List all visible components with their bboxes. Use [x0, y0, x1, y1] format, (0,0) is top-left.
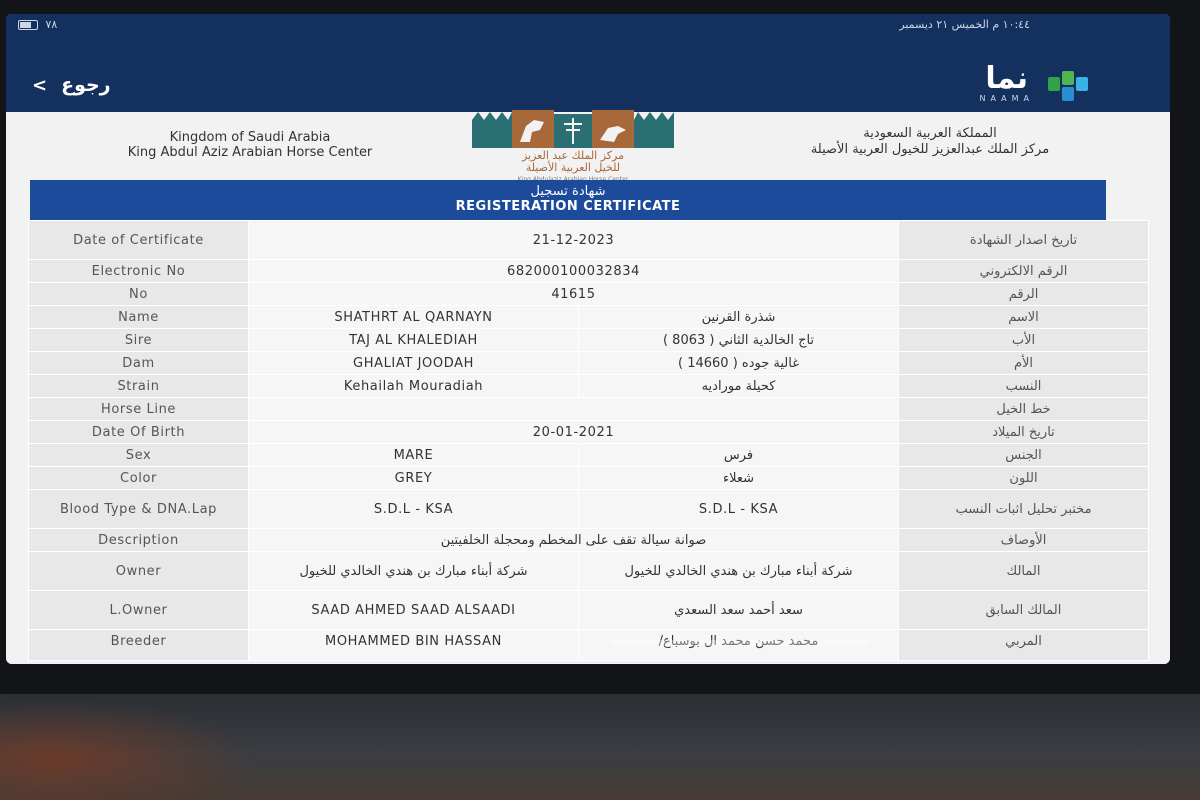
org-ar-line1: المملكة العربية السعودية [863, 126, 997, 141]
value-ar: شعلاء [579, 467, 899, 490]
battery-icon [18, 20, 38, 30]
label-ar: الرقم [899, 283, 1149, 306]
status-bar [6, 14, 1170, 36]
brand-logo [979, 61, 1100, 103]
row-electronic-no [29, 260, 1149, 283]
value-ar: سعد أحمد سعد السعدي [579, 591, 899, 630]
screen-bottom-edge [0, 664, 1200, 694]
label-en: Strain [29, 375, 249, 398]
back-label: رجوع [61, 74, 111, 96]
value-en: SAAD AHMED SAAD ALSAADI [249, 591, 579, 630]
value: صوانة سيالة تقف على المخطم ومحجلة الخلفيتين [249, 529, 899, 552]
value-en: MARE [249, 444, 579, 467]
value-en: TAJ AL KHALEDIAH [249, 329, 579, 352]
battery-level: ٧٨ [45, 18, 58, 31]
battery-indicator [18, 18, 57, 31]
value-en: S.D.L - KSA [249, 490, 579, 529]
crest-caption-ar-1: مركز الملك عبد العزيز [521, 149, 624, 162]
screen-reflection [610, 640, 870, 646]
org-en-line2: King Abdul Aziz Arabian Horse Center [127, 145, 373, 160]
label-ar: الأوصاف [899, 529, 1149, 552]
row-name [29, 306, 1149, 329]
value-ar: S.D.L - KSA [579, 490, 899, 529]
label-en: L.Owner [29, 591, 249, 630]
certificate-title-ar: شهادة تسجيل [530, 184, 606, 199]
value-right: شركة أبناء مبارك بن هندي الخالدي للخيول [579, 552, 899, 591]
value-en: GREY [249, 467, 579, 490]
row-color [29, 467, 1149, 490]
label-ar: اللون [899, 467, 1149, 490]
org-name-en [40, 130, 460, 160]
status-time: ١٠:٤٤ م الخميس ٢١ ديسمبر [899, 18, 1030, 31]
value: 41615 [249, 283, 899, 306]
value-en: Kehailah Mouradiah [249, 375, 579, 398]
brand-name-ar: نما [985, 61, 1029, 96]
value-ar: شذرة القرنين [579, 306, 899, 329]
label-en: Description [29, 529, 249, 552]
row-last-owner [29, 591, 1149, 630]
back-button[interactable] [32, 74, 111, 96]
row-breeder [29, 630, 1149, 661]
org-en-line1: Kingdom of Saudi Arabia [169, 130, 331, 145]
value-en: SHATHRT AL QARNAYN [249, 306, 579, 329]
label-en: Sire [29, 329, 249, 352]
label-ar: تاريخ الميلاد [899, 421, 1149, 444]
row-date-of-birth [29, 421, 1149, 444]
certificate-title-band [30, 180, 1106, 220]
org-name-ar [740, 126, 1120, 158]
label-en: Name [29, 306, 249, 329]
label-ar: الأب [899, 329, 1149, 352]
label-en: Date Of Birth [29, 421, 249, 444]
org-ar-line2: مركز الملك عبدالعزيز للخيول العربية الأصيلة [810, 142, 1050, 157]
label-ar: الاسم [899, 306, 1149, 329]
value-en: GHALIAT JOODAH [249, 352, 579, 375]
label-ar: مختبر تحليل اثبات النسب [899, 490, 1149, 529]
row-sire [29, 329, 1149, 352]
label-ar: المالك [899, 552, 1149, 591]
row-blood-type [29, 490, 1149, 529]
certificate-title-en: REGISTERATION CERTIFICATE [455, 199, 681, 214]
label-en: Blood Type & DNA.Lap [29, 490, 249, 529]
brand-name-en: NAAMA [979, 94, 1034, 103]
app-bar [6, 36, 1170, 112]
value: 21-12-2023 [249, 221, 899, 260]
label-en: Color [29, 467, 249, 490]
chevron-left-icon: < [32, 74, 48, 96]
crest-caption-ar-2: للخيل العربية الأصيلة [525, 161, 621, 174]
label-en: Breeder [29, 630, 249, 661]
row-owner [29, 552, 1149, 591]
label-ar: المربي [899, 630, 1149, 661]
naama-logo-icon [1048, 67, 1100, 101]
row-date-certificate [29, 221, 1149, 260]
label-ar: الأم [899, 352, 1149, 375]
label-en: Date of Certificate [29, 221, 249, 260]
row-sex [29, 444, 1149, 467]
label-ar: المالك السابق [899, 591, 1149, 630]
label-en: Sex [29, 444, 249, 467]
value-ar: فرس [579, 444, 899, 467]
label-en: Horse Line [29, 398, 249, 421]
label-ar: خط الخيل [899, 398, 1149, 421]
value-left: شركة أبناء مبارك بن هندي الخالدي للخيول [249, 552, 579, 591]
value-ar: محمد حسن محمد ال بوسباع/ [579, 630, 899, 661]
row-dam [29, 352, 1149, 375]
row-no [29, 283, 1149, 306]
label-en: No [29, 283, 249, 306]
value-en: MOHAMMED BIN HASSAN [249, 630, 579, 661]
row-description [29, 529, 1149, 552]
value: 682000100032834 [249, 260, 899, 283]
label-ar: النسب [899, 375, 1149, 398]
label-ar: الرقم الالكتروني [899, 260, 1149, 283]
row-horse-line [29, 398, 1149, 421]
label-ar: الجنس [899, 444, 1149, 467]
value-ar: تاج الخالدية الثاني ( 8063 ) [579, 329, 899, 352]
label-en: Dam [29, 352, 249, 375]
certificate-table [28, 220, 1149, 661]
value-ar: كحيلة موراديه [579, 375, 899, 398]
label-en: Owner [29, 552, 249, 591]
label-en: Electronic No [29, 260, 249, 283]
value: 20-01-2021 [249, 421, 899, 444]
row-strain [29, 375, 1149, 398]
value-ar: غالية جوده ( 14660 ) [579, 352, 899, 375]
background-glow [0, 700, 260, 800]
value [249, 398, 899, 421]
label-ar: تاريخ اصدار الشهادة [899, 221, 1149, 260]
